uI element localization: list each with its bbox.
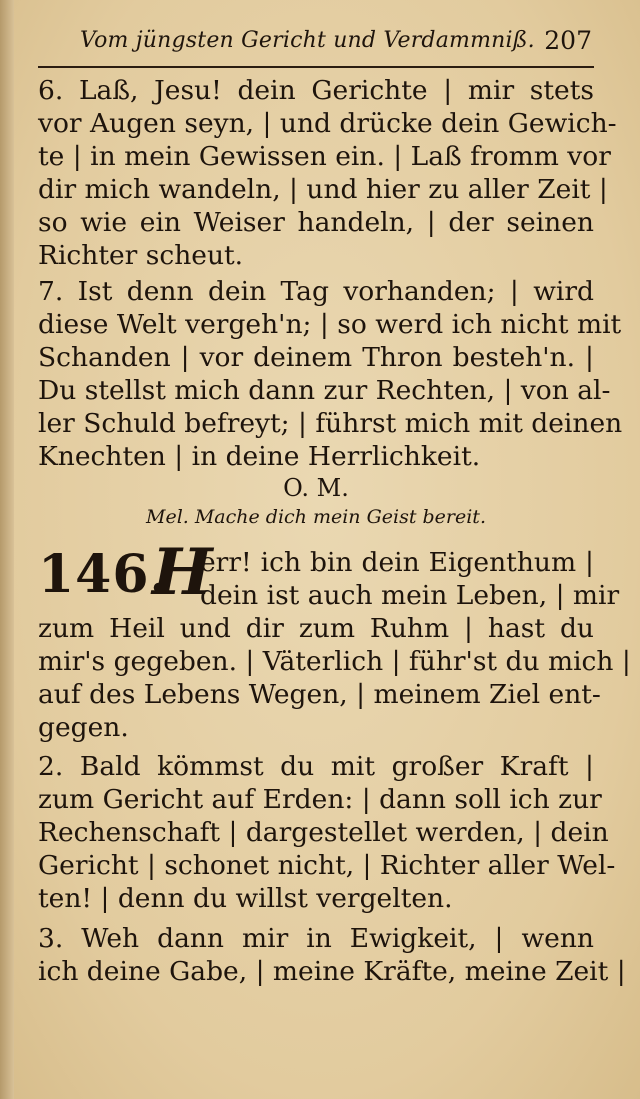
- header-title: Vom jüngsten Gericht und Verdammniß.: [80, 28, 535, 53]
- verse-line: Du stellst mich dann zur Rechten, | von al-: [38, 375, 611, 406]
- verse-line: 2. Bald kömmst du mit großer Kraft |: [38, 751, 594, 782]
- verse-line: 6. Laß, Jesu! dein Gerichte | mir stets: [38, 75, 594, 106]
- page-number: 207: [544, 26, 592, 55]
- section-mark: O. M.: [283, 474, 349, 502]
- melody-line: Mel. Mache dich mein Geist bereit.: [146, 506, 486, 528]
- verse-line: zum Heil und dir zum Ruhm | hast du: [38, 613, 594, 644]
- verse-line: 3. Weh dann mir in Ewigkeit, | wenn: [38, 923, 594, 954]
- verse-line: err! ich bin dein Eigenthum |: [200, 547, 594, 578]
- page-gutter: [0, 0, 14, 1099]
- running-header: [80, 28, 600, 62]
- verse-line: 7. Ist denn dein Tag vorhanden; | wird: [38, 276, 594, 307]
- verse-line: Rechenschaft | dargestellet werden, | dein: [38, 817, 609, 848]
- drop-capital: H: [152, 535, 213, 610]
- verse-line: ich deine Gabe, | meine Kräfte, meine Zeit |: [38, 956, 626, 987]
- verse-line: gegen.: [38, 712, 129, 743]
- verse-line: auf des Lebens Wegen, | meinem Ziel ent-: [38, 679, 601, 710]
- header-rule: [38, 66, 594, 68]
- verse-line: Richter scheut.: [38, 240, 244, 271]
- verse-line: vor Augen seyn, | und drücke dein Gewich-: [38, 108, 617, 139]
- verse-line: dein ist auch mein Leben, | mir: [200, 580, 620, 611]
- hymn-number: 146.: [38, 544, 169, 605]
- verse-line: ten! | denn du willst vergelten.: [38, 883, 453, 914]
- verse-line: mir's gegeben. | Väterlich | führ'st du mich |: [38, 646, 631, 677]
- verse-line: Schanden | vor deinem Thron besteh'n. |: [38, 342, 594, 373]
- verse-line: ler Schuld befreyt; | führst mich mit deinen: [38, 408, 623, 439]
- verse-line: Knechten | in deine Herrlichkeit.: [38, 441, 481, 472]
- verse-line: Gericht | schonet nicht, | Richter aller Wel-: [38, 850, 616, 881]
- verse-line: diese Welt vergeh'n; | so werd ich nicht mit: [38, 309, 622, 340]
- verse-line: so wie ein Weiser handeln, | der seinen: [38, 207, 594, 238]
- verse-line: zum Gericht auf Erden: | dann soll ich zur: [38, 784, 602, 815]
- verse-line: te | in mein Gewissen ein. | Laß fromm vor: [38, 141, 611, 172]
- verse-line: dir mich wandeln, | und hier zu aller Zeit |: [38, 174, 608, 205]
